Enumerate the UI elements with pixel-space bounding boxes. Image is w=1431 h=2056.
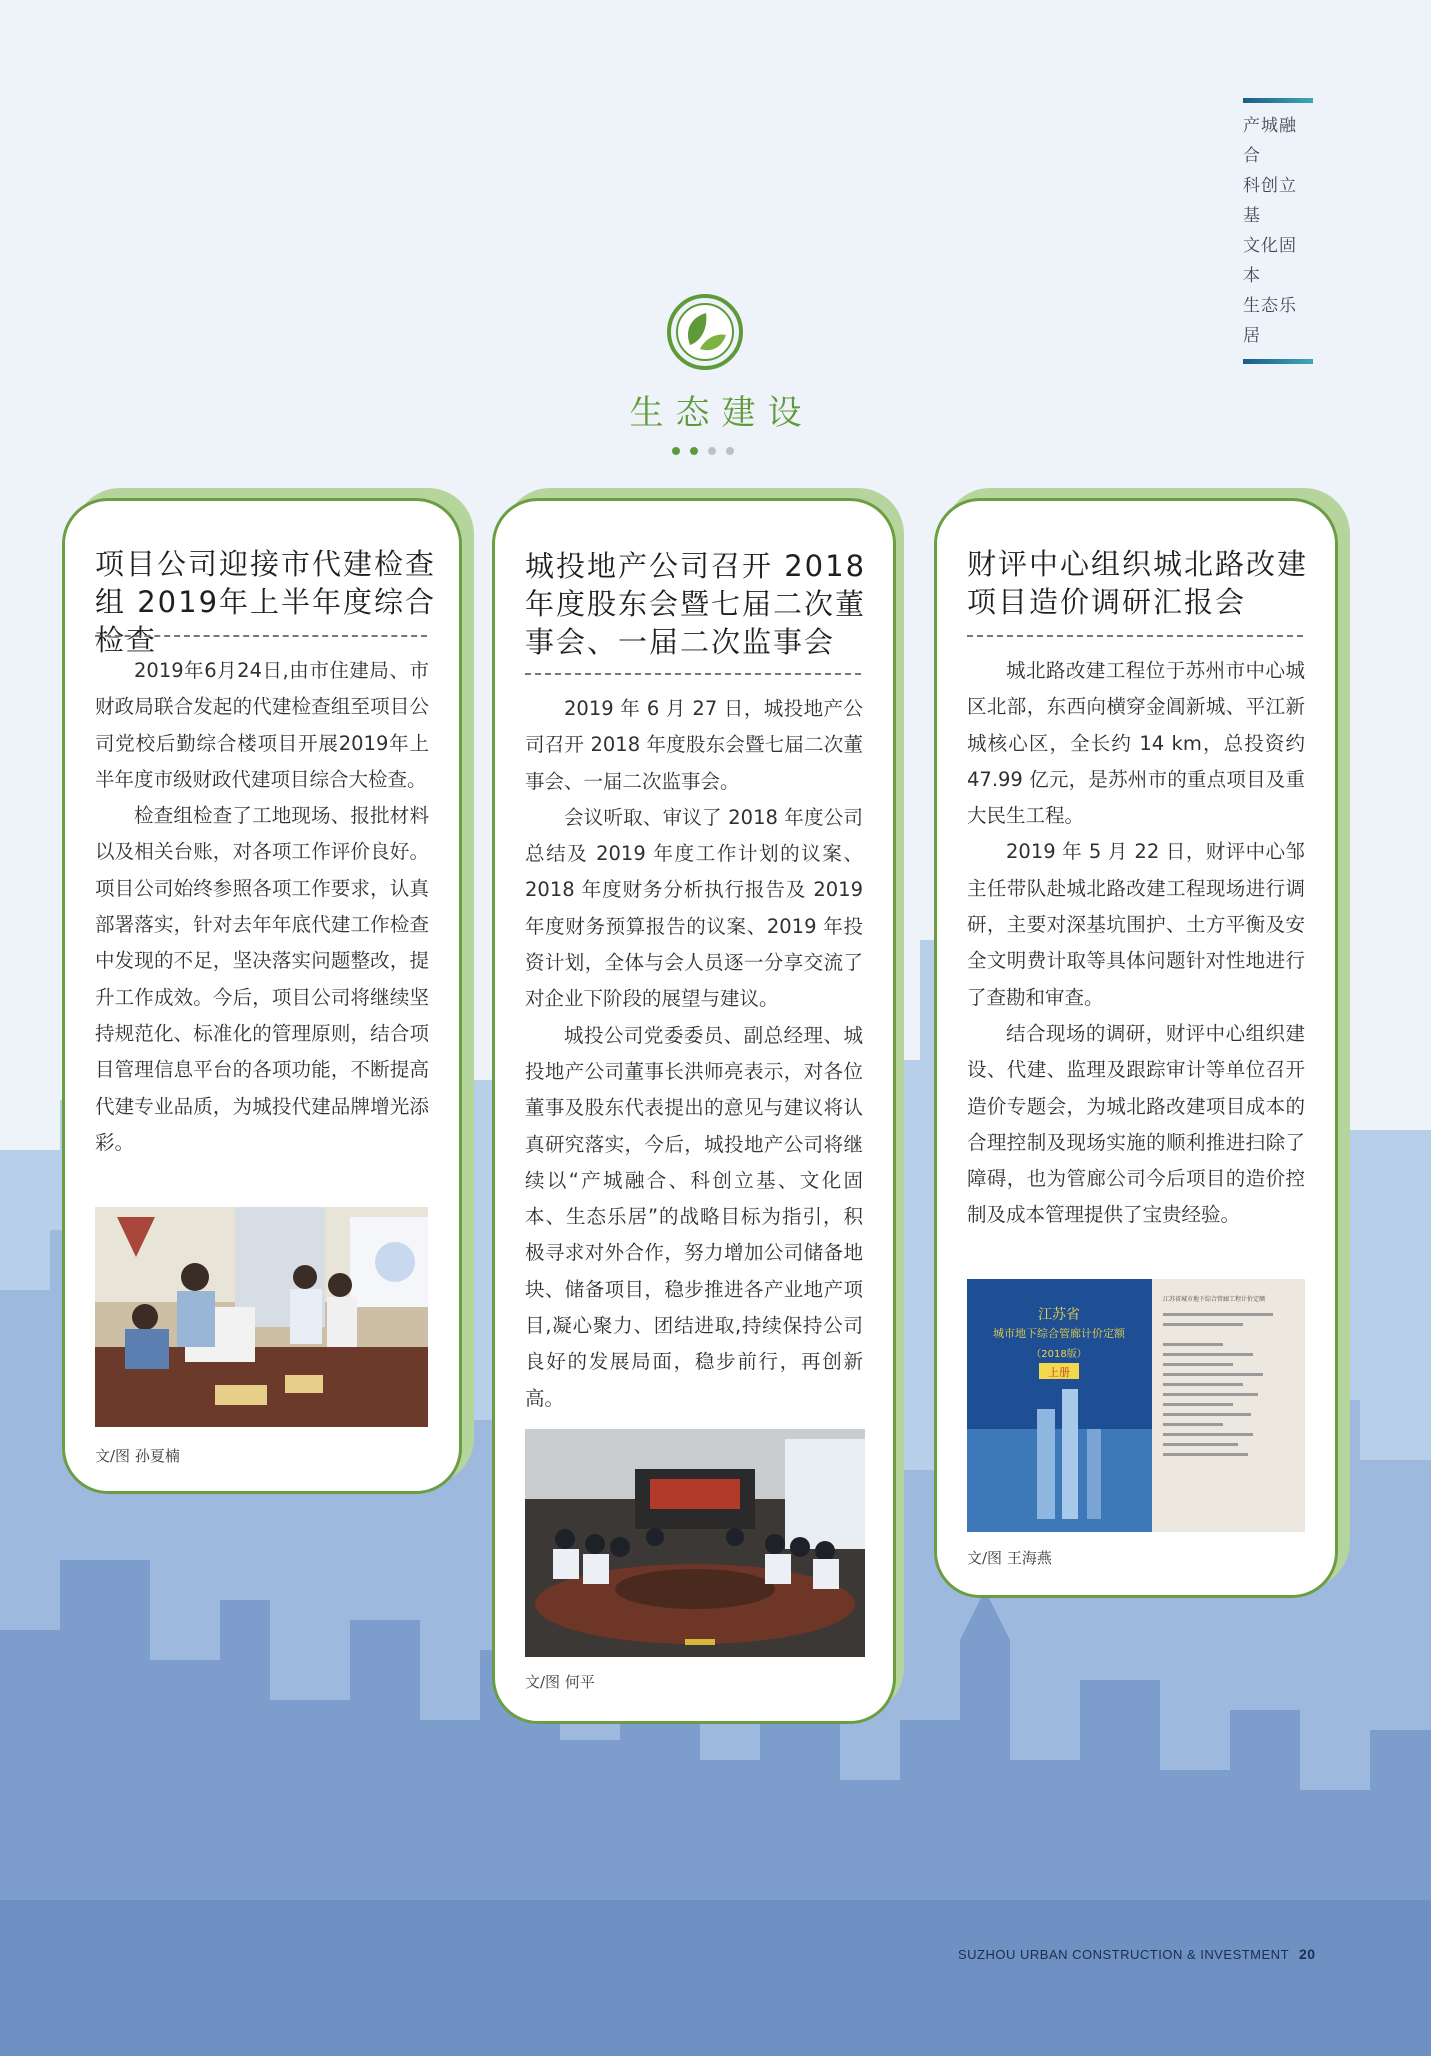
article-body xyxy=(967,653,1305,1234)
dot xyxy=(726,447,734,455)
page-number: 20 xyxy=(1299,1946,1316,1962)
article-paragraph: 结合现场的调研，财评中心组织建设、代建、监理及跟踪审计等单位召开造价专题会，为城北路改建项目成本的合理控制及现场实施的顺利推进扫除了障碍，也为管廊公司今后项目的造价控制及成本管理提供了宝贵经验。 xyxy=(967,1021,1305,1227)
publication-name: SUZHOU URBAN CONSTRUCTION & INVESTMENT xyxy=(958,1947,1290,1962)
article-title: 项目公司迎接市代建检查组 2019年上半年度综合检查 xyxy=(95,547,437,657)
section-tags xyxy=(1243,98,1313,364)
article-body xyxy=(95,653,429,1161)
leaf-icon xyxy=(666,293,744,371)
article-body xyxy=(525,691,863,1417)
page-footer xyxy=(958,1946,1316,1962)
photo-credit: 文/图 何平 xyxy=(525,1673,595,1691)
book-cover-edition: （2018版） xyxy=(1031,1349,1087,1360)
tag-bottom-rule xyxy=(1243,359,1313,364)
article-paragraph: 2019年6月24日,由市住建局、市财政局联合发起的代建检查组至项目公司党校后勤综合楼项目开展2019年上半年度市级财政代建项目综合大检查。 xyxy=(95,659,429,791)
book-photo xyxy=(967,1279,1305,1532)
meeting-photo xyxy=(525,1429,865,1657)
book-cover-title: 城市地下综合管廊计价定额 xyxy=(993,1327,1125,1340)
section-title: 生态建设 xyxy=(629,393,814,433)
title-divider xyxy=(967,635,1303,637)
article-title: 财评中心组织城北路改建项目造价调研汇报会 xyxy=(967,547,1309,619)
book-page-heading: 江苏省城市地下综合管廊工程计价定额 xyxy=(1163,1296,1266,1303)
inspection-photo xyxy=(95,1207,428,1427)
section-dots xyxy=(672,447,762,457)
dot xyxy=(690,447,698,455)
article-paragraph: 2019 年 6 月 27 日，城投地产公司召开 2018 年度股东会暨七届二次董事会、一届二次监事会。 xyxy=(525,697,863,793)
dot xyxy=(672,447,680,455)
article-card-3 xyxy=(934,498,1338,1598)
article-paragraph: 会议听取、审议了 2018 年度公司总结及 2019 年度工作计划的议案、2018 年度财务分析执行报告及 2019 年度财务预算报告的议案、2019 年投资计划，全体与会人员逐一分享交流了对企业下阶段的展望与建议。 xyxy=(525,805,863,1011)
title-divider xyxy=(95,635,427,637)
article-paragraph: 2019 年 5 月 22 日，财评中心邹主任带队赴城北路改建工程现场进行调研，主要对深基坑围护、土方平衡及安全文明费计取等具体问题针对性地进行了查勘和审查。 xyxy=(967,840,1305,1009)
book-cover-province: 江苏省 xyxy=(1038,1307,1080,1323)
article-card-1 xyxy=(62,498,462,1494)
tag-top-rule xyxy=(1243,98,1313,103)
title-divider xyxy=(525,673,861,675)
tag-item: 文化固本 xyxy=(1243,236,1297,286)
article-title: 城投地产公司召开 2018 年度股东会暨七届二次董事会、一届二次监事会 xyxy=(525,549,867,659)
tag-item: 科创立基 xyxy=(1243,176,1297,226)
tag-item: 产城融合 xyxy=(1243,116,1297,166)
article-paragraph: 城投公司党委委员、副总经理、城投地产公司董事长洪师亮表示，对各位董事及股东代表提出的意见与建议将认真研究落实，今后，城投地产公司将继续以“产城融合、科创立基、文化固本、生态乐居”的战略目标为指引，积极寻求对外合作，努力增加公司储备地块、储备项目，稳步推进各产业地产项目,凝心聚力、团结进取,持续保持公司良好的发展局面，稳步前行，再创新高。 xyxy=(525,1023,863,1410)
article-paragraph: 检查组检查了工地现场、报批材料以及相关台账，对各项工作评价良好。项目公司始终参照各项工作要求，认真部署落实，针对去年年底代建工作检查中发现的不足，坚决落实问题整改，提升工作成效。今后，项目公司将继续坚持规范化、标准化的管理原则，结合项目管理信息平台的各项功能，不断提高代建专业品质，为城投代建品牌增光添彩。 xyxy=(95,804,429,1154)
book-cover-volume: 上册 xyxy=(1048,1366,1070,1379)
article-card-2 xyxy=(492,498,896,1724)
photo-credit: 文/图 王海燕 xyxy=(967,1549,1052,1567)
article-paragraph: 城北路改建工程位于苏州市中心城区北部，东西向横穿金阊新城、平江新城核心区，全长约 14 km，总投资约 47.99 亿元，是苏州市的重点项目及重大民生工程。 xyxy=(967,659,1305,828)
tag-item: 生态乐居 xyxy=(1243,296,1297,346)
photo-credit: 文/图 孙夏楠 xyxy=(95,1447,180,1465)
dot xyxy=(708,447,716,455)
